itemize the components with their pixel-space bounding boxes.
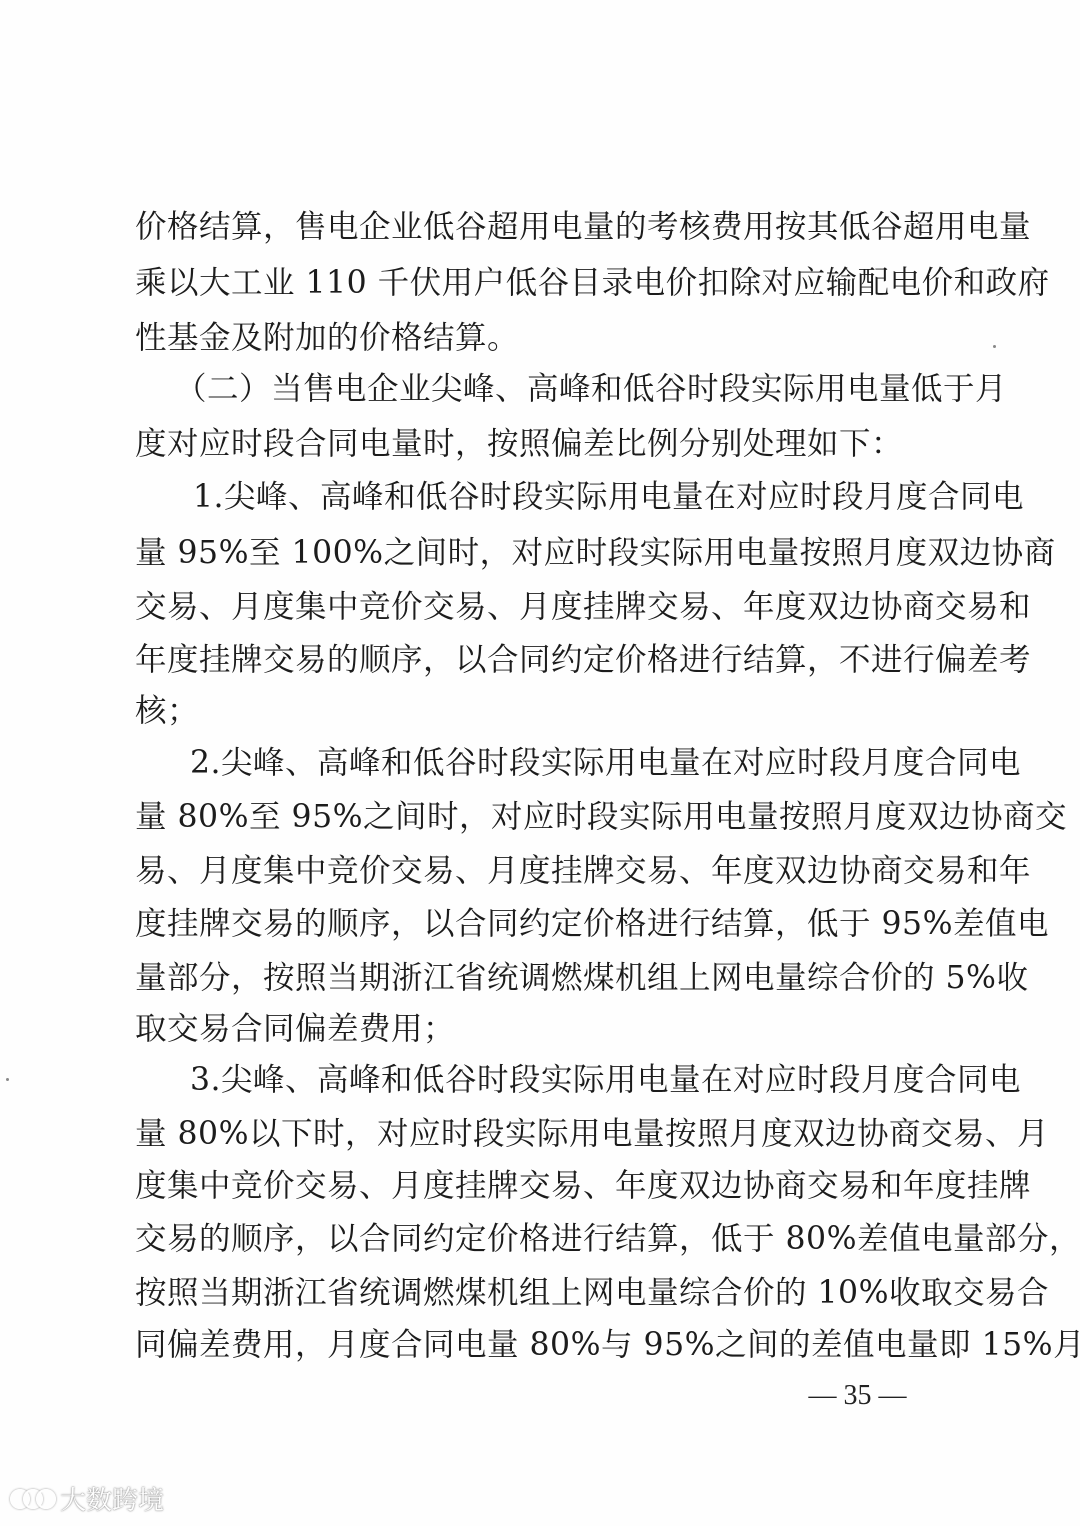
text-line-18: 量 80%以下时，对应时段实际用电量按照月度双边协商交易、月 [135,1116,1050,1152]
text-line-14: 度挂牌交易的顺序，以合同约定价格进行结算，低于 95%差值电 [135,906,1050,942]
scan-speck [6,1078,9,1081]
text-line-21: 按照当期浙江省统调燃煤机组上网电量综合价的 10%收取交易合 [135,1275,1050,1311]
watermark-logo-icon [10,1483,54,1513]
text-line-4: （二）当售电企业尖峰、高峰和低谷时段实际用电量低于月 [175,371,1008,407]
text-line-7: 量 95%至 100%之间时，对应时段实际用电量按照月度双边协商 [135,535,1056,571]
text-line-5: 度对应时段合同电量时，按照偏差比例分别处理如下： [135,426,904,462]
text-line-11: 2.尖峰、高峰和低谷时段实际用电量在对应时段月度合同电 [190,745,1022,781]
text-line-16: 取交易合同偏差费用； [135,1011,456,1047]
text-line-6: 1.尖峰、高峰和低谷时段实际用电量在对应时段月度合同电 [193,479,1025,515]
page-number: — 35 — [808,1380,907,1411]
text-line-17: 3.尖峰、高峰和低谷时段实际用电量在对应时段月度合同电 [190,1062,1022,1098]
text-line-2: 乘以大工业 110 千伏用户低谷目录电价扣除对应输配电价和政府 [135,265,1050,301]
text-line-1: 价格结算，售电企业低谷超用电量的考核费用按其低谷超用电量 [135,209,1032,245]
text-line-12: 量 80%至 95%之间时，对应时段实际用电量按照月度双边协商交 [135,799,1068,835]
watermark-text: 大数跨境 [60,1485,165,1516]
watermark [10,1480,164,1516]
text-line-20: 交易的顺序，以合同约定价格进行结算，低于 80%差值电量部分， [135,1221,1082,1257]
text-line-13: 易、月度集中竞价交易、月度挂牌交易、年度双边协商交易和年 [135,853,1032,889]
text-line-8: 交易、月度集中竞价交易、月度挂牌交易、年度双边协商交易和 [135,589,1032,625]
text-line-15: 量部分，按照当期浙江省统调燃煤机组上网电量综合价的 5%收 [135,960,1029,996]
text-line-10: 核； [135,693,200,729]
scan-speck [993,345,996,348]
text-line-9: 年度挂牌交易的顺序，以合同约定价格进行结算，不进行偏差考 [135,642,1032,678]
text-line-22: 同偏差费用，月度合同电量 80%与 95%之间的差值电量即 15%月 [135,1327,1085,1363]
text-line-19: 度集中竞价交易、月度挂牌交易、年度双边协商交易和年度挂牌 [135,1168,1032,1204]
text-line-3: 性基金及附加的价格结算。 [135,320,520,356]
